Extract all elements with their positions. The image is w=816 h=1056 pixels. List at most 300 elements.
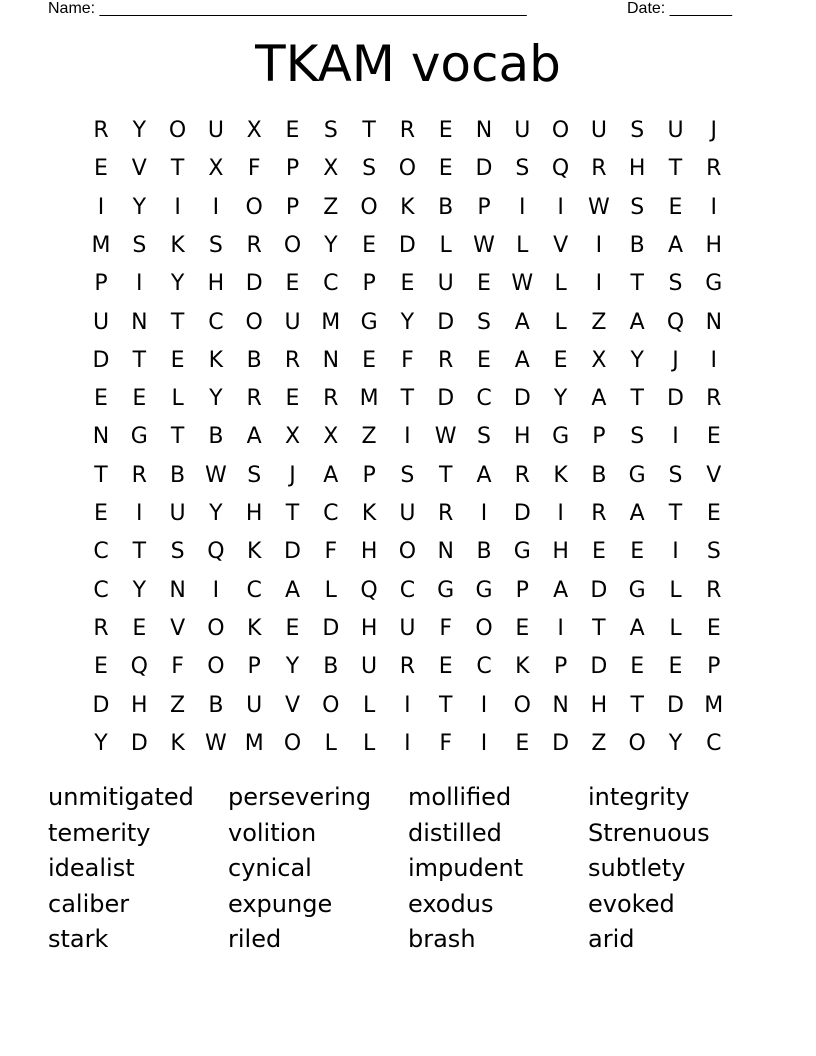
grid-letter: S [362,156,377,182]
grid-letter: Q [130,654,148,680]
grid-letter: U [207,118,224,143]
grid-letter: Y [630,347,644,373]
grid-letter: I [710,347,718,373]
grid-letter: Z [170,692,186,718]
grid-letter: S [132,232,147,258]
grid-letter: O [283,730,302,756]
grid-letter: I [404,692,411,718]
grid-letter: M [359,386,379,412]
grid-letter: P [285,156,300,182]
grid-letter: T [438,462,453,488]
grid-letter: O [207,654,225,680]
grid-letter: R [284,347,301,373]
grid-letter: X [284,424,301,450]
grid-letter: G [360,309,378,335]
grid-letter: T [438,692,453,718]
grid-letter: N [169,577,186,603]
grid-letter: I [97,194,105,220]
grid-letter: U [361,654,378,680]
grid-letter: C [323,271,339,297]
grid-letter: D [475,156,493,182]
grid-letter: T [630,271,644,297]
word-bank-item: temerity [48,818,151,847]
grid-letter: R [514,462,530,488]
grid-letter: A [667,232,684,258]
grid-letter: X [246,118,262,143]
word-bank-item: evoked [588,889,675,918]
grid-letter: U [169,501,186,526]
grid-letter: E [362,347,377,373]
grid-letter: Y [668,730,683,756]
grid-letter: K [515,654,530,680]
grid-letter: X [323,156,339,182]
grid-letter: A [629,501,645,526]
grid-letter: O [475,615,493,641]
grid-letter: D [92,692,110,718]
grid-letter: O [398,156,417,182]
grid-letter: R [591,501,607,526]
grid-letter: G [475,577,493,603]
grid-letter: I [480,501,488,526]
grid-letter: S [630,424,645,450]
grid-letter: W [205,462,227,488]
grid-letter: A [323,462,339,488]
grid-letter: L [439,232,452,258]
grid-letter: I [480,692,488,718]
grid-letter: T [132,347,147,373]
word-bank-item: idealist [48,854,135,882]
grid-letter: N [475,118,493,143]
grid-letter: E [591,539,606,565]
grid-letter: Y [324,232,338,258]
grid-letter: X [323,424,339,450]
grid-letter: L [324,577,337,603]
grid-letter: Z [361,424,377,450]
grid-letter: Y [209,386,223,412]
grid-letter: Q [207,539,225,565]
grid-letter: O [628,730,646,756]
grid-letter: L [669,577,682,603]
word-bank-item: integrity [588,783,690,811]
grid-letter: O [245,309,263,335]
grid-letter: A [246,424,262,450]
grid-letter: P [553,654,568,680]
grid-letter: I [212,194,220,220]
grid-letter: Q [360,577,378,603]
grid-letter: G [130,424,148,450]
grid-letter: Y [132,194,147,220]
grid-letter: E [668,654,683,680]
grid-letter: Y [400,309,415,335]
grid-letter: S [477,424,491,450]
grid-letter: O [513,692,531,718]
grid-letter: N [131,309,148,335]
grid-letter: B [591,462,607,488]
grid-letter: F [439,615,453,641]
grid-letter: S [247,462,262,488]
grid-letter: V [284,692,301,718]
grid-letter: W [434,424,457,450]
grid-letter: E [630,654,645,680]
grid-letter: L [554,309,567,335]
grid-letter: P [477,194,491,220]
grid-letter: S [668,462,683,488]
grid-letter: X [208,156,224,182]
grid-letter: G [513,539,531,565]
grid-letter: C [399,577,416,603]
grid-letter: O [207,615,225,641]
grid-letter: R [706,156,722,182]
grid-letter: E [132,386,147,412]
grid-letter: K [170,232,185,258]
grid-letter: H [207,271,225,297]
grid-letter: V [553,232,569,258]
grid-letter: U [667,118,684,143]
grid-letter: Q [666,309,685,335]
grid-letter: O [551,118,570,143]
grid-letter: T [94,462,108,488]
grid-letter: B [438,194,454,220]
grid-letter: S [477,309,491,335]
grid-letter: C [476,386,492,412]
grid-letter: T [170,309,185,335]
grid-letter: E [285,386,300,412]
grid-letter: G [705,271,723,297]
grid-letter: S [668,271,683,297]
grid-letter: O [283,232,302,258]
grid-letter: F [439,730,453,756]
grid-letter: C [706,730,722,756]
grid-letter: U [399,615,416,641]
grid-letter: Y [209,501,223,526]
word-bank-item: exodus [408,889,494,918]
date-field: Date: _______ [627,0,732,17]
grid-letter: F [247,156,261,182]
word-bank-item: riled [228,925,282,953]
grid-letter: K [361,501,377,526]
word-bank-item: mollified [408,783,512,811]
grid-letter: K [400,194,415,220]
grid-letter: P [515,577,529,603]
worksheet-header [48,0,748,20]
grid-letter: I [557,501,564,526]
grid-letter: E [553,347,568,373]
grid-letter: R [591,156,607,182]
grid-letter: S [630,118,645,143]
grid-letter: T [285,501,300,526]
grid-letter: E [285,615,300,641]
grid-letter: P [94,271,108,297]
grid-letter: N [322,347,340,373]
grid-letter: L [324,730,337,756]
grid-letter: T [170,424,185,450]
grid-letter: R [706,386,722,412]
word-bank-item: subtlety [588,854,686,882]
grid-letter: D [513,386,531,412]
grid-letter: Y [132,118,147,143]
grid-letter: O [398,539,417,565]
grid-letter: O [245,194,263,220]
grid-letter: B [323,654,339,680]
grid-letter: S [630,194,645,220]
grid-letter: H [245,501,263,526]
grid-letter: D [92,347,110,373]
grid-letter: W [473,232,495,258]
grid-letter: I [595,271,603,297]
grid-letter: E [515,615,530,641]
word-bank-item: impudent [408,854,524,882]
grid-letter: H [360,539,378,565]
grid-letter: D [437,309,455,335]
grid-letter: R [323,386,339,412]
grid-letter: Z [591,309,607,335]
grid-letter: U [514,118,531,143]
grid-letter: E [170,347,185,373]
grid-letter: T [400,386,415,412]
grid-letter: C [93,539,109,565]
word-bank-item: unmitigated [48,783,194,811]
grid-letter: P [362,271,376,297]
grid-letter: D [284,539,301,565]
grid-letter: U [246,692,263,718]
grid-letter: W [511,271,534,297]
grid-letter: H [131,692,148,718]
grid-letter: L [669,615,682,641]
grid-letter: I [404,730,411,756]
word-bank-item: volition [228,818,317,847]
grid-letter: E [477,271,491,297]
grid-letter: I [672,424,679,450]
grid-letter: R [399,118,416,143]
grid-letter: M [244,730,264,756]
grid-letter: K [170,730,185,756]
grid-letter: E [94,654,108,680]
grid-letter: B [170,462,186,488]
grid-letter: D [667,692,684,718]
grid-letter: Y [94,730,108,756]
grid-letter: U [590,118,607,143]
grid-letter: E [132,615,147,641]
grid-letter: S [706,539,721,565]
grid-letter: T [668,501,683,526]
grid-letter: Y [285,654,300,680]
grid-letter: I [174,194,181,220]
grid-letter: M [91,232,111,258]
grid-letter: R [246,386,262,412]
grid-letter: I [557,615,564,641]
grid-letter: H [552,539,569,565]
grid-letter: E [515,730,530,756]
grid-letter: P [592,424,606,450]
grid-letter: C [246,577,262,603]
grid-letter: W [588,194,610,220]
grid-letter: T [668,156,683,182]
grid-letter: K [553,462,568,488]
grid-letter: T [170,156,185,182]
grid-letter: I [136,501,143,526]
grid-letter: Y [132,577,147,603]
grid-letter: E [94,156,108,182]
word-bank-item: cynical [228,854,312,882]
grid-letter: E [706,615,721,641]
grid-letter: V [170,615,186,641]
grid-letter: T [132,539,147,565]
grid-letter: E [477,347,491,373]
grid-letter: S [323,118,338,143]
grid-letter: D [398,232,416,258]
grid-letter: A [629,615,645,641]
grid-letter: R [131,462,147,488]
grid-letter: E [438,118,453,143]
grid-letter: P [285,194,300,220]
grid-letter: F [401,347,414,373]
grid-letter: A [514,347,530,373]
grid-letter: I [136,271,143,297]
grid-letter: I [672,539,679,565]
grid-letter: G [628,462,646,488]
page-title: TKAM vocab [255,35,561,93]
grid-letter: H [628,156,646,182]
word-bank-item: distilled [408,818,502,847]
grid-letter: D [245,271,263,297]
grid-letter: C [323,501,339,526]
grid-letter: I [404,424,411,450]
grid-letter: J [672,347,679,373]
grid-letter: N [92,424,110,450]
grid-letter: D [437,386,455,412]
grid-letter: O [360,194,378,220]
grid-letter: R [93,118,109,143]
grid-letter: U [92,309,110,335]
grid-letter: R [438,347,454,373]
grid-letter: P [707,654,721,680]
grid-letter: E [94,386,108,412]
grid-letter: A [629,309,645,335]
grid-letter: E [706,501,721,526]
grid-letter: E [668,194,683,220]
grid-letter: R [438,501,454,526]
grid-letter: E [630,539,645,565]
grid-letter: F [324,539,338,565]
grid-letter: S [515,156,530,182]
grid-letter: I [557,194,564,220]
grid-letter: A [553,577,569,603]
grid-letter: T [592,615,606,641]
grid-letter: C [476,654,492,680]
grid-letter: T [630,386,644,412]
grid-letter: J [710,118,718,143]
grid-letter: U [399,501,416,526]
grid-letter: N [552,692,569,718]
grid-letter: U [284,309,301,335]
grid-letter: D [322,615,340,641]
grid-letter: L [516,232,529,258]
grid-letter: Z [323,194,339,220]
grid-letter: V [706,462,722,488]
grid-letter: S [170,539,185,565]
grid-letter: E [285,118,300,143]
grid-letter: T [362,118,376,143]
grid-letter: H [514,424,531,450]
grid-letter: W [205,730,227,756]
grid-letter: A [476,462,492,488]
grid-letter: C [93,577,109,603]
grid-letter: E [94,501,108,526]
grid-letter: I [595,232,603,258]
grid-letter: Q [551,156,570,182]
grid-letter: B [208,424,224,450]
grid-letter: D [590,654,608,680]
grid-letter: C [208,309,224,335]
grid-letter: S [400,462,415,488]
grid-letter: E [438,156,453,182]
grid-letter: Z [591,730,607,756]
grid-letter: D [513,501,531,526]
word-bank-item: stark [48,925,109,953]
word-bank-item: expunge [228,889,333,918]
grid-letter: I [519,194,526,220]
grid-letter: P [362,462,376,488]
grid-letter: D [667,386,684,412]
grid-letter: J [289,462,296,488]
grid-letter: S [208,232,223,258]
grid-letter: F [171,654,184,680]
grid-letter: A [514,309,530,335]
grid-letter: E [706,424,721,450]
grid-letter: O [322,692,340,718]
grid-letter: N [437,539,454,565]
grid-letter: R [246,232,262,258]
grid-letter: R [93,615,109,641]
word-search-grid [82,112,734,764]
grid-letter: D [552,730,570,756]
grid-letter: V [131,156,147,182]
grid-letter: N [705,309,723,335]
grid-letter: K [246,615,262,641]
grid-letter: A [284,577,301,603]
word-bank-item: persevering [228,783,372,811]
grid-letter: G [628,577,646,603]
grid-letter: B [246,347,262,373]
grid-letter: G [552,424,570,450]
grid-letter: P [247,654,261,680]
grid-letter: L [362,730,376,756]
grid-letter: E [400,271,415,297]
grid-letter: U [437,271,454,297]
grid-letter: Y [553,386,568,412]
grid-letter: B [629,232,645,258]
grid-letter: X [591,347,607,373]
grid-letter: E [362,232,377,258]
grid-letter: Y [170,271,185,297]
grid-letter: D [590,577,608,603]
word-bank-item: Strenuous [588,818,710,847]
grid-letter: T [630,692,644,718]
word-bank-item: arid [588,925,635,953]
word-bank-item: caliber [48,889,130,918]
grid-letter: R [706,577,722,603]
grid-letter: I [710,194,718,220]
grid-letter: G [437,577,455,603]
grid-letter: O [168,118,187,143]
grid-letter: H [360,615,378,641]
grid-letter: L [171,386,184,412]
word-bank-item: brash [408,925,476,953]
grid-letter: I [480,730,488,756]
grid-letter: L [554,271,567,297]
grid-letter: D [130,730,148,756]
grid-letter: M [704,692,724,718]
